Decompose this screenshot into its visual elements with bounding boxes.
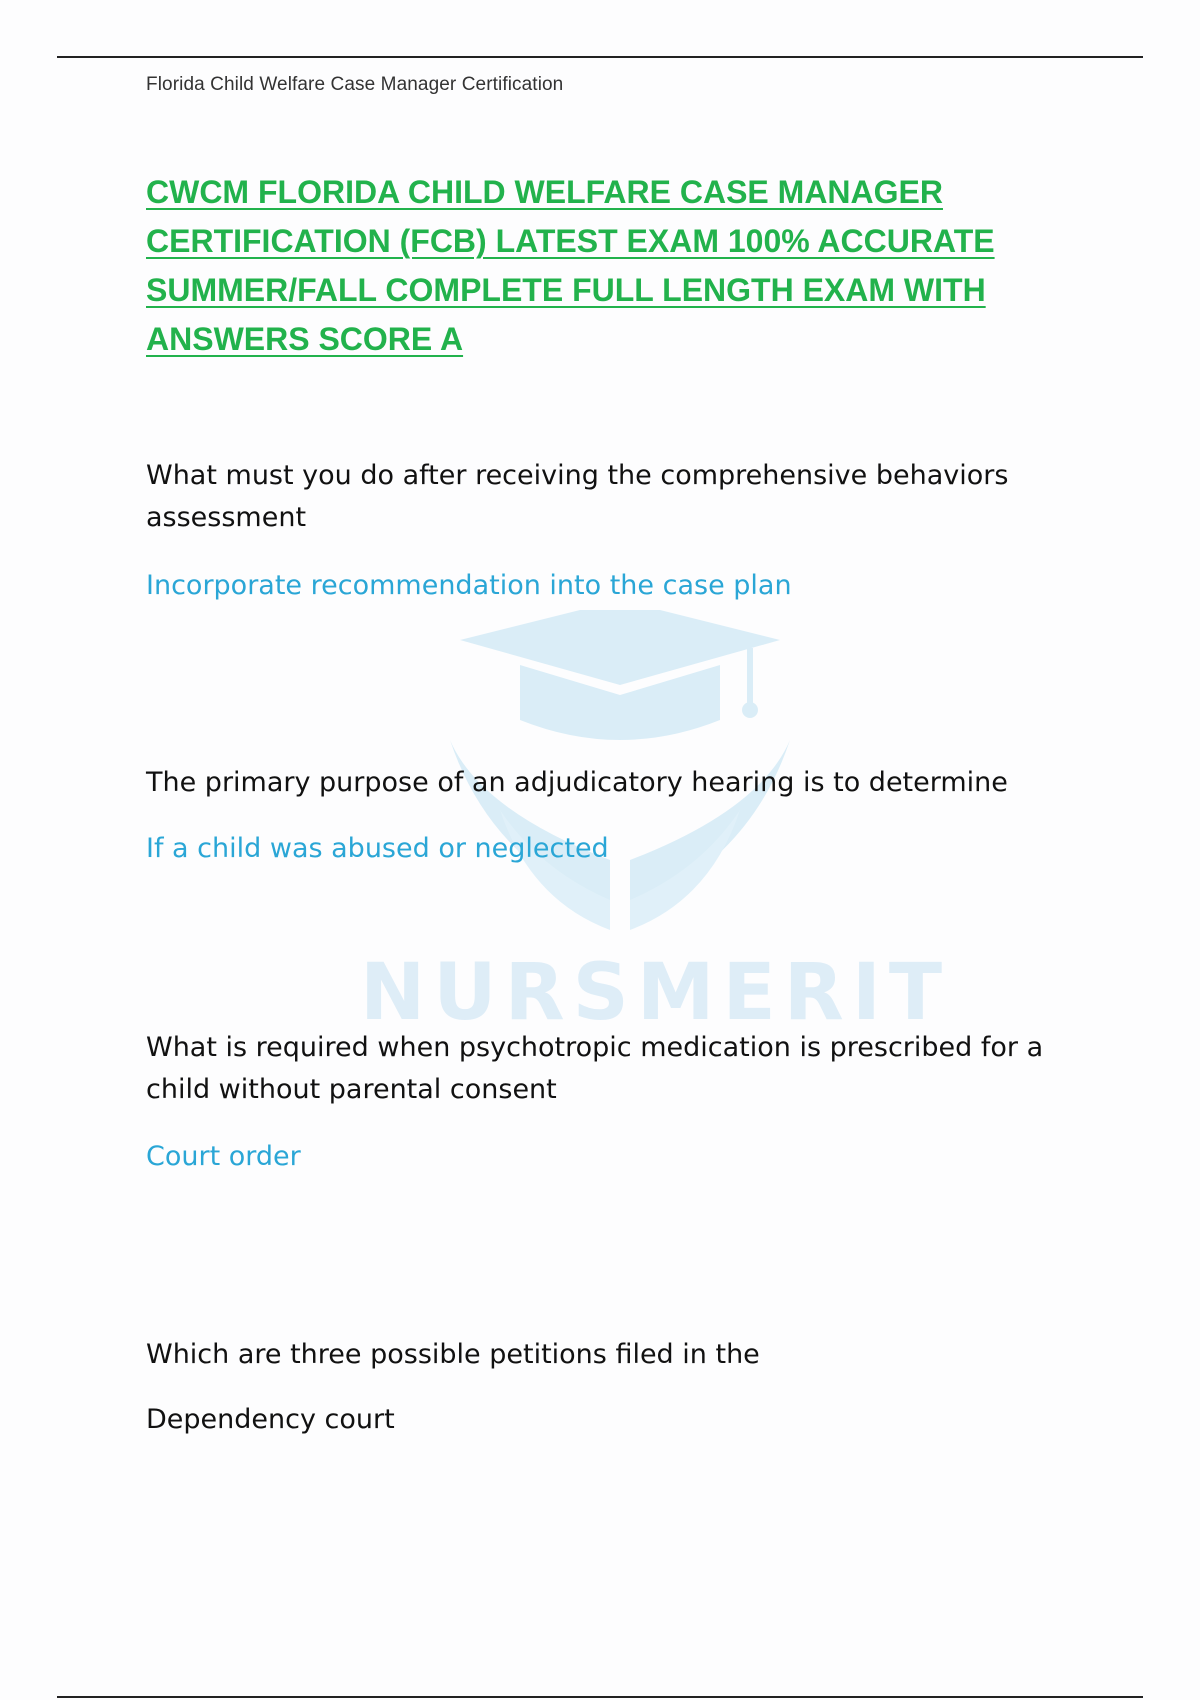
document-title — [146, 168, 1106, 364]
running-header: Florida Child Welfare Case Manager Certification — [146, 74, 564, 95]
watermark-text: NURSMERIT — [360, 948, 951, 1038]
question-text: What is required when psychotropic medication is prescribed for a child without parental consent — [146, 1032, 1044, 1105]
graduation-cap-book-icon — [360, 610, 880, 1030]
question-text: The primary purpose of an adjudicatory hearing is to determine — [146, 767, 1008, 798]
document-title-text: CWCM FLORIDA CHILD WELFARE CASE MANAGER CERTIFICATION (FCB) LATEST EXAM 100% ACCURATE SUMMER/FALL COMPLETE FULL LENGTH EXAM WITH ANSWERS SCORE A — [146, 174, 995, 357]
question-text: What must you do after receiving the comprehensive behaviors assessment — [146, 460, 1009, 533]
answer-text: Court order — [146, 1141, 301, 1172]
answer-text: If a child was abused or neglected — [146, 833, 609, 864]
header-rule — [57, 56, 1143, 58]
question-text-continued: Dependency court — [146, 1404, 395, 1435]
footer-rule — [57, 1696, 1143, 1698]
answer-text: Incorporate recommendation into the case plan — [146, 570, 792, 601]
question-text: Which are three possible petitions filed in the — [146, 1339, 760, 1370]
